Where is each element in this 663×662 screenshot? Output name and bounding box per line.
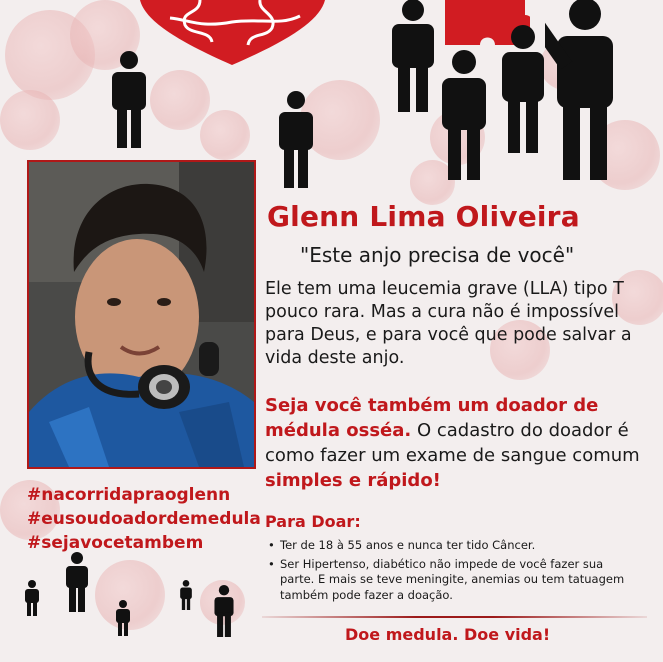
call-to-action-text: O cadastro do doador é como fazer um exame de sangue comum (265, 420, 640, 466)
person-icon (108, 50, 150, 148)
para-doar-title: Para Doar: (265, 512, 361, 531)
requirement-item: • Ser Hipertenso, diabético não impede de você fazer sua parte. E mais se teve meningite, anemias ou tem tatuagem também pode fazer a doação. (268, 557, 633, 604)
person-icon (545, 0, 620, 180)
person-icon (498, 25, 548, 153)
quote: "Este anjo precisa de você" (300, 243, 575, 267)
person-icon (115, 600, 131, 636)
hashtag: #sejavocetambem (27, 533, 204, 553)
requirements-list (268, 538, 633, 606)
person-name: Glenn Lima Oliveira (267, 200, 580, 233)
person-icon (24, 580, 40, 616)
hashtag: #nacorridapraoglenn (27, 485, 231, 505)
person-icon (275, 90, 317, 188)
background-dot (150, 70, 210, 130)
call-to-action (265, 393, 660, 493)
background-dot (200, 110, 250, 160)
requirement-item: • Ter de 18 à 55 anos e nunca ter tido Câncer. (268, 538, 633, 554)
call-to-action-highlight: Seja você também um doador de médula osséa. (265, 395, 599, 441)
person-icon (212, 585, 236, 637)
person-icon (388, 0, 438, 112)
person-icon (438, 50, 490, 180)
person-icon (64, 552, 90, 612)
call-to-action-end: simples e rápido! (265, 470, 441, 491)
hashtag: #eusoudoadordemedula (27, 509, 261, 529)
footer-slogan: Doe medula. Doe vida! (345, 625, 551, 644)
profile-photo (27, 160, 256, 469)
boy-portrait-illustration (29, 162, 254, 467)
person-icon (179, 580, 193, 610)
heart-puzzle-icon (140, 0, 325, 65)
background-dot (0, 90, 60, 150)
hashtags (27, 483, 261, 555)
description: Ele tem uma leucemia grave (LLA) tipo T pouco rara. Mas a cura não é impossível para Deus, e para você que pode salvar a vida deste anjo. (265, 279, 632, 368)
footer-divider (262, 616, 647, 618)
